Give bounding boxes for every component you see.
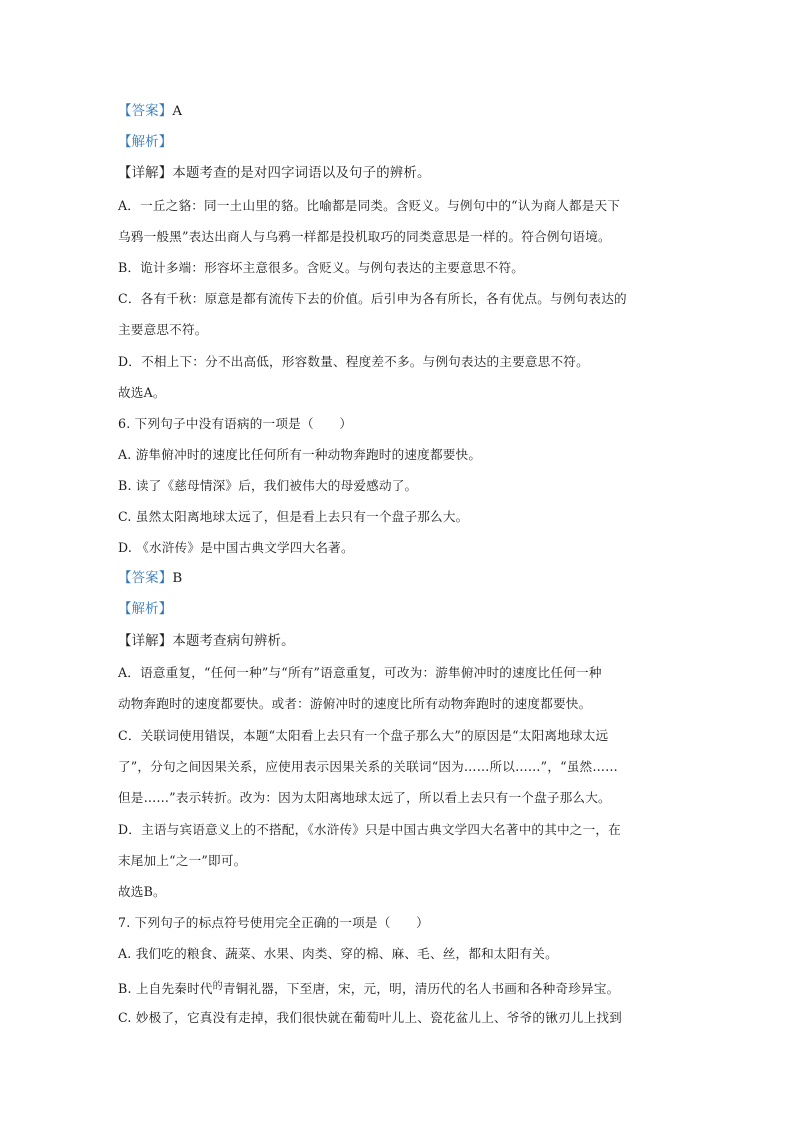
question-6-option-a: A. 游隼俯冲时的速度比任何所有一种动物奔跑时的速度都要快。 [118,447,482,462]
analysis-line [118,600,172,620]
text-line: A．一丘之貉：同一土山里的貉。比喻都是同类。含贬义。与例句中的“认为商人都是天下 [118,198,621,213]
analysis-line [118,133,172,153]
question-6-option-c: C. 虽然太阳离地球太远了，但是看上去只有一个盘子那么大。 [118,509,469,524]
text-line: 了”，分句之间因果关系，应使用表示因果关系的关联词“因为……所以……”，“虽然…… [118,759,618,774]
question-6-option-d: D. 《水浒传》是中国古典文学四大名著。 [118,540,354,555]
text-line: 动物奔跑时的速度都要快。或者：游俯冲时的速度比所有动物奔跑时的速度都要快。 [118,696,592,711]
question-6-stem: 6. 下列句子中没有语病的一项是（ ） [118,416,353,431]
answer-line: 【答案】A [118,104,183,119]
analysis-tag: 【解析】 [118,135,173,150]
question-7-option-b: B. 上自先秦时代$^的$青铜礼器，下至唐，宋，元，明，清历代的名人书画和各种奇珍异宝。 [118,981,620,996]
text-line: D．主语与宾语意义上的不搭配，《水浒传》只是中国古典文学四大名著中的其中之一，在 [118,822,621,837]
question-7-stem: 7. 下列句子的标点符号使用完全正确的一项是（ ） [118,915,429,930]
answer-tag: 【答案】 [118,571,173,586]
answer-line: 【答案】B [118,571,183,586]
conclusion-line: 故选A。 [118,385,166,400]
conclusion-line: 故选B。 [118,884,166,899]
question-6-option-b: B. 读了《慈母情深》后，我们被伟大的母爱感动了。 [118,478,418,493]
text-line: A．语意重复，“任何一种”与“所有”语意重复，可改为：游隼俯冲时的速度比任何一种 [118,665,602,680]
text-line: 但是……”表示转折。改为：因为太阳离地球太远了，所以看上去只有一个盘子那么大。 [118,790,611,805]
detail-line: 【详解】本题考查的是对四字词语以及句子的辨析。 [118,166,431,181]
text-line: B．诡计多端：形容坏主意很多。含贬义。与例句表达的主要意思不符。 [118,260,525,275]
text-line: C．关联词使用错误，本题“太阳看上去只有一个盘子那么大”的原因是“太阳离地球太远 [118,728,609,743]
text-line: D．不相上下：分不出高低，形容数量、程度差不多。与例句表达的主要意思不符。 [118,354,589,369]
text-line: C．各有千秋：原意是都有流传下去的价值。后引申为各有所长，各有优点。与例句表达的 [118,291,627,306]
question-7-option-a: A. 我们吃的粮食、蔬菜、水果、肉类、穿的棉、麻、毛、丝，都和太阳有关。 [118,946,558,961]
analysis-tag: 【解析】 [118,602,173,617]
text-line: 主要意思不符。 [118,322,208,337]
text-line: 乌鸦一般黑”表达出商人与乌鸦一样都是投机取巧的同类意思是一样的。符合例句语境。 [118,229,611,244]
detail-line: 【详解】本题考查病句辨析。 [118,634,295,649]
answer-tag: 【答案】 [118,104,173,119]
question-7-option-c: C. 妙极了，它真没有走掉，我们很快就在葡萄叶儿上、瓷花盆儿上、爷爷的锹刃儿上找到 [118,1010,622,1025]
text-line: 末尾加上“之一”即可。 [118,853,247,868]
